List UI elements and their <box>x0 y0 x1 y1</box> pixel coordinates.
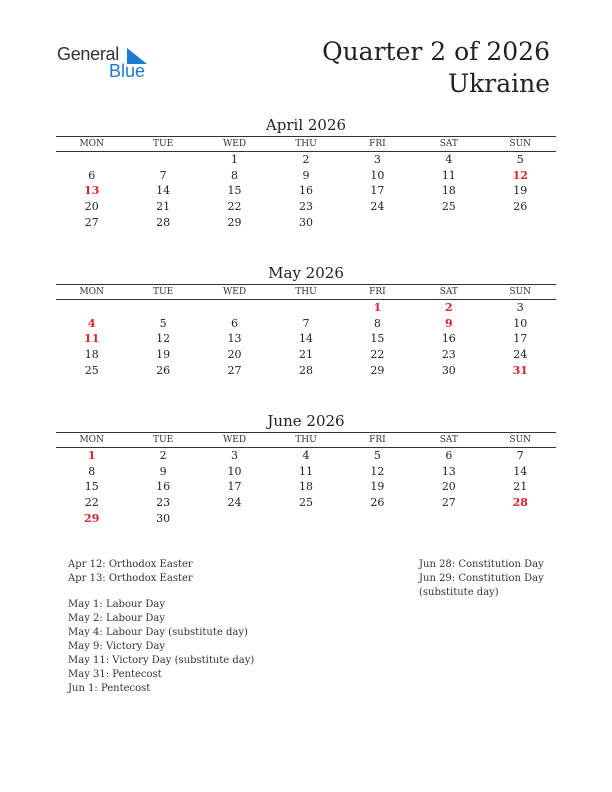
weekday-label: FRI <box>369 435 386 445</box>
day-cell: 8 <box>231 168 239 182</box>
weekday-label: MON <box>79 139 104 149</box>
note-item: Apr 13: Orthodox Easter <box>68 573 193 584</box>
day-cell: 18 <box>441 184 456 198</box>
weekday-label: THU <box>295 139 317 149</box>
day-cell: 23 <box>441 348 456 362</box>
weekday-label: THU <box>295 287 317 297</box>
day-cell: 4 <box>302 449 310 463</box>
day-cell: 5 <box>373 449 381 463</box>
page-title <box>322 36 550 100</box>
day-cell: 4 <box>445 153 453 167</box>
day-cell: 1 <box>87 449 96 463</box>
weekday-label: WED <box>223 287 247 297</box>
note-item: May 4: Labour Day (substitute day) <box>68 627 248 638</box>
day-cell: 22 <box>370 348 385 362</box>
weekday-label: TUE <box>153 435 174 445</box>
week-row <box>56 152 556 168</box>
note-item: Jun 29: Constitution Day <box>419 573 544 584</box>
note-item: Apr 12: Orthodox Easter <box>68 559 193 570</box>
weekday-header <box>56 136 556 152</box>
note-item: May 1: Labour Day <box>68 599 165 610</box>
day-cell: 14 <box>513 464 528 478</box>
day-cell: 15 <box>370 332 385 346</box>
day-cell: 28 <box>512 496 528 510</box>
title-quarter: Quarter 2 of 2026 <box>322 37 550 66</box>
weekday-label: MON <box>79 435 104 445</box>
day-cell: 22 <box>84 496 99 510</box>
logo-blue-text: Blue <box>109 61 146 81</box>
weekday-label: WED <box>223 139 247 149</box>
note-item: May 11: Victory Day (substitute day) <box>68 655 255 666</box>
day-cell: 6 <box>88 168 96 182</box>
day-cell: 29 <box>84 511 100 525</box>
day-cell: 9 <box>444 316 453 330</box>
day-cell: 2 <box>302 153 310 167</box>
day-cell: 19 <box>370 480 385 494</box>
title-country: Ukraine <box>448 69 550 98</box>
day-cell: 3 <box>231 449 239 463</box>
day-cell: 1 <box>373 301 382 315</box>
day-cell: 1 <box>231 153 239 167</box>
day-cell: 15 <box>84 480 99 494</box>
day-cell: 17 <box>227 480 242 494</box>
day-cell: 3 <box>516 301 524 315</box>
day-cell: 18 <box>298 480 313 494</box>
week-row <box>56 464 556 480</box>
holiday-notes-right <box>419 558 544 600</box>
day-cell: 24 <box>513 348 528 362</box>
day-cell: 10 <box>513 316 528 330</box>
week-row <box>56 347 556 363</box>
month-may <box>56 263 556 378</box>
holiday-notes-left <box>68 558 254 696</box>
day-cell: 25 <box>441 200 456 214</box>
day-cell: 29 <box>370 363 385 377</box>
weekday-label: FRI <box>369 287 386 297</box>
week-rows <box>56 448 556 526</box>
week-rows <box>56 300 556 378</box>
day-cell: 26 <box>156 363 171 377</box>
day-cell: 31 <box>512 363 528 377</box>
day-cell: 4 <box>87 316 96 330</box>
day-cell: 22 <box>227 200 242 214</box>
weekday-label: SUN <box>509 435 532 445</box>
day-cell: 16 <box>156 480 171 494</box>
day-cell: 10 <box>370 168 385 182</box>
day-cell: 12 <box>156 332 171 346</box>
week-row <box>56 183 556 199</box>
day-cell: 20 <box>84 200 99 214</box>
day-cell: 27 <box>441 496 456 510</box>
weekday-label: TUE <box>153 139 174 149</box>
day-cell: 24 <box>370 200 385 214</box>
weekday-label: SAT <box>439 435 458 445</box>
day-cell: 12 <box>370 464 385 478</box>
day-cell: 13 <box>441 464 456 478</box>
day-cell: 8 <box>373 316 381 330</box>
note-item: (substitute day) <box>419 587 499 598</box>
week-row <box>56 448 556 464</box>
week-row <box>56 214 556 230</box>
weekday-label: TUE <box>153 287 174 297</box>
week-row <box>56 362 556 378</box>
day-cell: 17 <box>513 332 528 346</box>
day-cell: 30 <box>156 511 171 525</box>
week-row <box>56 199 556 215</box>
week-row <box>56 300 556 316</box>
day-cell: 8 <box>88 464 96 478</box>
weekday-header <box>56 284 556 300</box>
note-item: Jun 28: Constitution Day <box>419 559 544 570</box>
month-name: April 2026 <box>265 116 347 134</box>
day-cell: 5 <box>159 316 167 330</box>
day-cell: 30 <box>298 215 313 229</box>
day-cell: 14 <box>298 332 313 346</box>
day-cell: 23 <box>298 200 313 214</box>
day-cell: 20 <box>227 348 242 362</box>
week-row <box>56 331 556 347</box>
day-cell: 25 <box>84 363 99 377</box>
weekday-label: SUN <box>509 139 532 149</box>
weekday-label: WED <box>223 435 247 445</box>
month-name: June 2026 <box>267 412 345 430</box>
day-cell: 23 <box>156 496 171 510</box>
weekday-label: SAT <box>439 139 458 149</box>
day-cell: 16 <box>298 184 313 198</box>
weekday-label: FRI <box>369 139 386 149</box>
note-item: May 9: Victory Day <box>68 641 166 652</box>
day-cell: 10 <box>227 464 242 478</box>
day-cell: 7 <box>302 316 310 330</box>
week-row <box>56 495 556 511</box>
day-cell: 2 <box>444 301 453 315</box>
day-cell: 24 <box>227 496 242 510</box>
week-row <box>56 510 556 526</box>
day-cell: 3 <box>373 153 381 167</box>
day-cell: 19 <box>513 184 528 198</box>
day-cell: 17 <box>370 184 385 198</box>
day-cell: 25 <box>298 496 313 510</box>
day-cell: 9 <box>302 168 310 182</box>
day-cell: 30 <box>441 363 456 377</box>
day-cell: 13 <box>84 184 100 198</box>
day-cell: 19 <box>156 348 171 362</box>
note-item: Jun 1: Pentecost <box>68 683 151 694</box>
weekday-label: MON <box>79 287 104 297</box>
week-row <box>56 168 556 184</box>
logo <box>57 44 157 84</box>
day-cell: 7 <box>516 449 524 463</box>
day-cell: 6 <box>231 316 239 330</box>
weekday-label: SUN <box>509 287 532 297</box>
week-row <box>56 316 556 332</box>
month-name: May 2026 <box>268 264 344 282</box>
month-april <box>56 115 556 230</box>
day-cell: 20 <box>441 480 456 494</box>
day-cell: 21 <box>513 480 528 494</box>
weekday-label: SAT <box>439 287 458 297</box>
note-item: May 2: Labour Day <box>68 613 165 624</box>
day-cell: 28 <box>298 363 313 377</box>
day-cell: 26 <box>513 200 528 214</box>
day-cell: 11 <box>441 168 456 182</box>
day-cell: 15 <box>227 184 242 198</box>
weekday-header <box>56 432 556 448</box>
week-rows <box>56 152 556 230</box>
day-cell: 11 <box>84 332 100 346</box>
note-item: May 31: Pentecost <box>68 669 162 680</box>
day-cell: 9 <box>159 464 167 478</box>
logo-general-text: General <box>57 44 119 64</box>
day-cell: 7 <box>159 168 167 182</box>
day-cell: 18 <box>84 348 99 362</box>
day-cell: 14 <box>156 184 171 198</box>
day-cell: 27 <box>84 215 99 229</box>
day-cell: 13 <box>227 332 242 346</box>
weekday-label: THU <box>295 435 317 445</box>
day-cell: 26 <box>370 496 385 510</box>
day-cell: 27 <box>227 363 242 377</box>
day-cell: 11 <box>298 464 313 478</box>
day-cell: 5 <box>516 153 524 167</box>
day-cell: 28 <box>156 215 171 229</box>
week-row <box>56 479 556 495</box>
day-cell: 2 <box>159 449 167 463</box>
day-cell: 29 <box>227 215 242 229</box>
day-cell: 6 <box>445 449 453 463</box>
day-cell: 16 <box>441 332 456 346</box>
day-cell: 21 <box>298 348 313 362</box>
month-june <box>56 411 556 526</box>
day-cell: 21 <box>156 200 171 214</box>
day-cell: 12 <box>512 168 528 182</box>
